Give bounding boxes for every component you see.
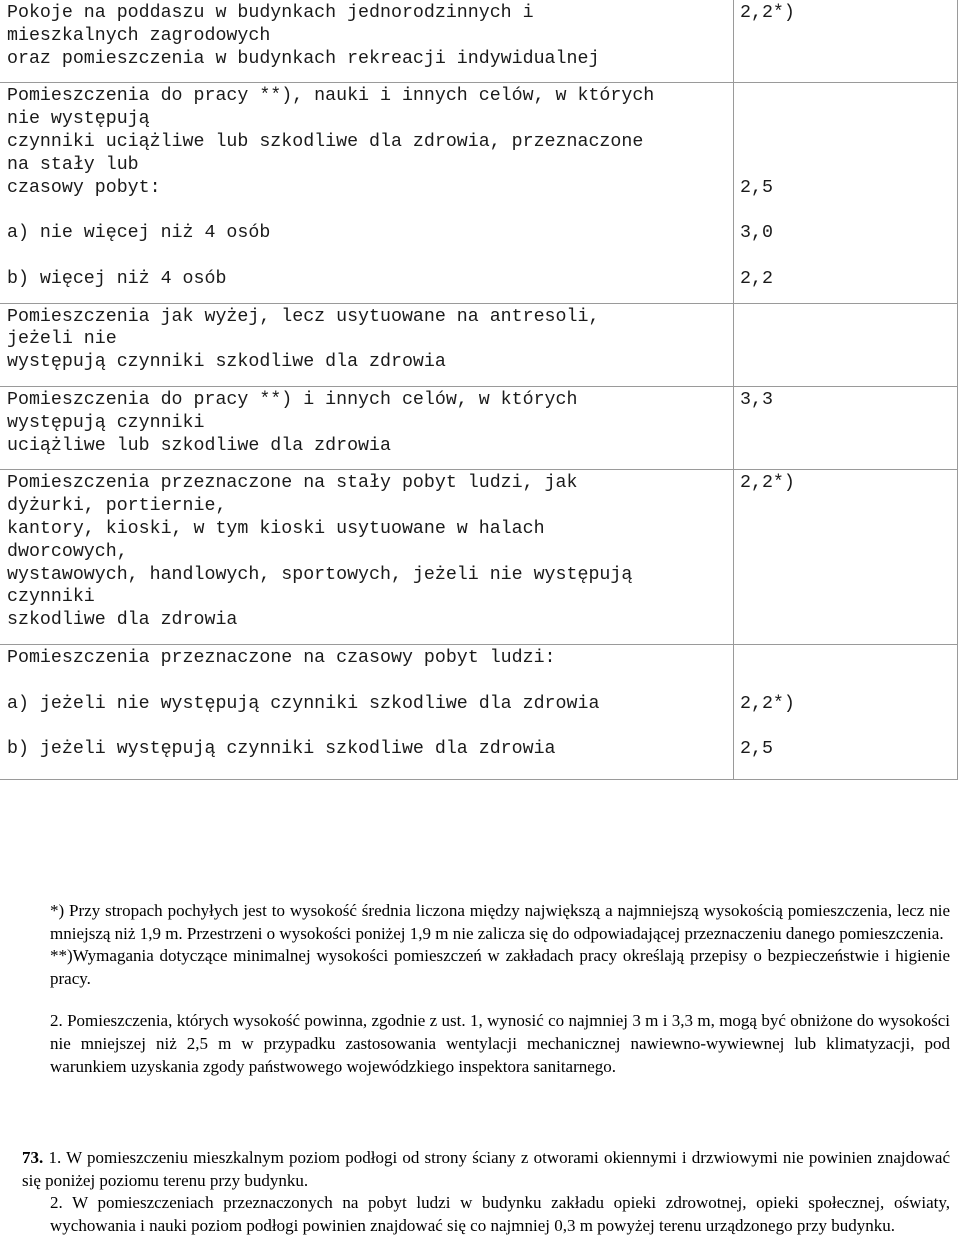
- desc-line: szkodliwe dla zdrowia: [7, 610, 238, 631]
- sub-item-b: b) więcej niż 4 osób: [7, 268, 227, 289]
- desc-line: Pomieszczenia przeznaczone na stały pobyt ludzi, jak: [7, 473, 578, 494]
- table-row: [0, 644, 958, 779]
- desc-line: występują czynniki: [7, 412, 205, 433]
- row-description: [0, 386, 734, 469]
- sub-item-a: a) nie więcej niż 4 osób: [7, 223, 271, 244]
- desc-line: czynniki: [7, 587, 95, 608]
- row-value: [734, 386, 958, 469]
- row-description: [0, 303, 734, 386]
- desc-line: wystawowych, handlowych, sportowych, jeżeli nie występują: [7, 564, 633, 585]
- desc-line: mieszkalnych zagrodowych: [7, 25, 271, 46]
- height-value: 2,2*): [740, 473, 795, 494]
- paragraph-2: 2. Pomieszczenia, których wysokość powinna, zgodnie z ust. 1, wynosić co najmniej 3 m i 3,3 m, mogą być obniżone do wysokości nie mniejszej niż 2,5 m w przypadku zastosowania wentylacji mechanicznej nawiewno-wywiewnej lub klimatyzacji, pod warunkiem uzyskania zgody państwowego wojewódzkiego inspektora sanitarnego.: [50, 1011, 950, 1076]
- desc-line: oraz pomieszczenia w budynkach rekreacji indywidualnej: [7, 48, 600, 69]
- height-value: 2,5: [740, 739, 773, 760]
- desc-line: na stały lub: [7, 154, 139, 175]
- sub-item-a: a) jeżeli nie występują czynniki szkodliwe dla zdrowia: [7, 693, 600, 714]
- section-73-para-1: [22, 1147, 950, 1192]
- section-73-text-1: 1. W pomieszczeniu mieszkalnym poziom podłogi od strony ściany z otworami okiennymi i drzwiowymi nie powinien znajdować się poniżej poziomu terenu przy budynku.: [22, 1148, 950, 1190]
- height-value: 2,2: [740, 268, 773, 289]
- desc-line: uciążliwe lub szkodliwe dla zdrowia: [7, 435, 391, 456]
- footnotes: [50, 900, 950, 1078]
- table-row: [0, 83, 958, 303]
- footnote-1: *) Przy stropach pochyłych jest to wysokość średnia liczona między największą a najmniejszą wysokością pomieszczenia, lecz nie mniejszą niż 1,9 m. Przestrzeni o wysokości poniżej 1,9 m nie zalicza się do odpowiadającej przeznaczeniu danego pomieszczenia.: [50, 901, 950, 943]
- row-description: [0, 470, 734, 645]
- desc-line: dworcowych,: [7, 541, 128, 562]
- row-description: [0, 644, 734, 779]
- row-description: [0, 0, 734, 83]
- footnote-2: **)Wymagania dotyczące minimalnej wysokości pomieszczeń w zakładach pracy określają przepisy o bezpieczeństwie i higienie pracy.: [50, 946, 950, 988]
- desc-line: dyżurki, portiernie,: [7, 496, 227, 517]
- table-row: [0, 386, 958, 469]
- row-value: [734, 303, 958, 386]
- section-73-para-2: 2. W pomieszczeniach przeznaczonych na pobyt ludzi w budynku zakładu opieki zdrowotnej, opieki społecznej, oświaty, wychowania i nauki poziom podłogi powinien znajdować się co najmniej 0,3 m powyżej terenu urządzonego przy budynku.: [50, 1193, 950, 1235]
- row-value: [734, 644, 958, 779]
- sub-item-b: b) jeżeli występują czynniki szkodliwe dla zdrowia: [7, 739, 556, 760]
- height-value: 3,3: [740, 389, 773, 410]
- table-row: [0, 470, 958, 645]
- row-value: [734, 470, 958, 645]
- section-number: 73.: [22, 1148, 44, 1167]
- desc-line: występują czynniki szkodliwe dla zdrowia: [7, 352, 446, 373]
- desc-line: kantory, kioski, w tym kioski usytuowane w halach: [7, 518, 545, 539]
- row-value: [734, 0, 958, 83]
- height-value: 2,5: [740, 177, 773, 198]
- row-value: [734, 83, 958, 303]
- table-row: [0, 303, 958, 386]
- height-value: 2,2*): [740, 693, 795, 714]
- desc-line: Pokoje na poddaszu w budynkach jednorodzinnych i: [7, 3, 534, 23]
- desc-line: Pomieszczenia do pracy **) i innych celów, w których: [7, 389, 578, 410]
- height-value: 2,2*): [740, 3, 795, 23]
- desc-line: czynniki uciążliwe lub szkodliwe dla zdrowia, przeznaczone: [7, 131, 644, 152]
- desc-line: Pomieszczenia do pracy **), nauki i innych celów, w których: [7, 86, 655, 107]
- desc-line: Pomieszczenia przeznaczone na czasowy pobyt ludzi:: [7, 647, 556, 668]
- desc-line: nie występują: [7, 109, 150, 130]
- desc-line: jeżeli nie: [7, 329, 117, 350]
- section-73: [22, 1147, 950, 1237]
- row-description: [0, 83, 734, 303]
- desc-line: czasowy pobyt:: [7, 177, 161, 198]
- height-value: 3,0: [740, 223, 773, 244]
- table-row: [0, 0, 958, 83]
- desc-line: Pomieszczenia jak wyżej, lecz usytuowane na antresoli,: [7, 306, 600, 327]
